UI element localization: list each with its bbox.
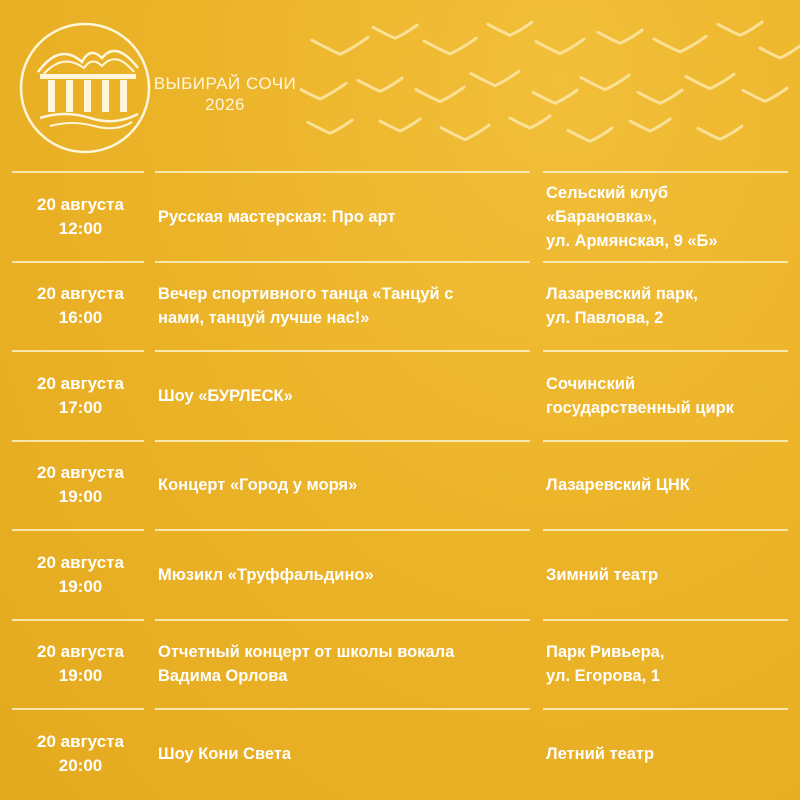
event-place: Летний театр	[546, 744, 655, 763]
event-row	[0, 531, 800, 619]
seagull-icon	[441, 125, 489, 139]
event-row	[0, 263, 800, 351]
event-date: 20 августа	[37, 552, 124, 572]
seagull-icon	[536, 39, 584, 53]
seagull-icon	[300, 83, 346, 99]
event-title-cell	[158, 710, 518, 798]
event-datetime	[18, 352, 143, 440]
event-title: Мюзикл «Труффальдино»	[158, 565, 374, 584]
event-row	[0, 621, 800, 709]
seagull-icon	[424, 38, 476, 54]
seagull-icon	[686, 74, 734, 88]
event-datetime	[18, 263, 143, 351]
event-time: 17:00	[58, 397, 103, 417]
seagull-icon	[358, 78, 402, 91]
event-title: Вечер спортивного танца «Танцуй с нами, танцуй лучше нас!»	[158, 285, 454, 328]
seagull-icon	[510, 116, 550, 128]
event-time: 12:00	[58, 218, 103, 238]
seagull-icon	[638, 90, 682, 103]
event-place-cell	[546, 352, 791, 440]
seagull-icon	[630, 119, 670, 131]
seagull-icon	[581, 75, 629, 89]
event-title-cell	[158, 352, 518, 440]
event-place: Лазаревский ЦНК	[546, 476, 690, 495]
event-place-cell	[546, 173, 791, 261]
event-place-cell	[546, 442, 791, 530]
seagull-icon	[718, 22, 762, 35]
event-time: 19:00	[58, 576, 103, 596]
brand-title	[145, 73, 305, 115]
event-datetime	[18, 621, 143, 709]
event-date: 20 августа	[37, 731, 124, 751]
event-place: Лазаревский парк, ул. Павлова, 2	[546, 285, 698, 328]
event-date: 20 августа	[37, 642, 124, 662]
event-title: Шоу «БУРЛЕСК»	[158, 386, 293, 405]
seagull-icon	[380, 119, 420, 131]
event-place: Сельский клуб «Барановка», ул. Армянская, 9 «Б»	[546, 183, 718, 250]
event-place-cell	[546, 710, 791, 798]
event-title: Концерт «Город у моря»	[158, 476, 358, 495]
seagull-icon	[373, 25, 417, 38]
seagull-icon	[760, 46, 800, 58]
seagull-icon	[312, 37, 368, 54]
event-time: 16:00	[58, 308, 103, 328]
event-title-cell	[158, 173, 518, 261]
event-datetime	[18, 442, 143, 530]
seagull-icon	[654, 36, 706, 52]
event-datetime	[18, 710, 143, 798]
event-datetime	[18, 173, 143, 261]
seagull-icon	[743, 88, 787, 101]
brand-line-1: ВЫБИРАЙ СОЧИ	[153, 74, 297, 93]
seagull-icon	[568, 128, 612, 141]
event-datetime	[18, 531, 143, 619]
seagull-icon	[471, 71, 519, 85]
brand-year: 2026	[205, 95, 245, 114]
event-date: 20 августа	[37, 463, 124, 483]
event-title-cell	[158, 442, 518, 530]
event-title-cell	[158, 621, 518, 709]
event-time: 20:00	[58, 755, 103, 775]
seagull-icon	[598, 30, 642, 43]
event-time: 19:00	[58, 487, 103, 507]
event-place-cell	[546, 531, 791, 619]
event-title: Русская мастерская: Про арт	[158, 207, 396, 226]
event-place: Парк Ривьера, ул. Егорова, 1	[546, 643, 665, 686]
event-row	[0, 352, 800, 440]
event-date: 20 августа	[37, 194, 124, 214]
event-title-cell	[158, 263, 518, 351]
event-date: 20 августа	[37, 284, 124, 304]
event-title-cell	[158, 531, 518, 619]
seagull-icon	[308, 120, 352, 133]
event-place-cell	[546, 263, 791, 351]
event-date: 20 августа	[37, 373, 124, 393]
seagull-icon	[416, 87, 464, 101]
event-time: 19:00	[58, 666, 103, 686]
seagulls-decoration	[300, 10, 800, 155]
event-place: Зимний театр	[546, 565, 659, 584]
event-row	[0, 442, 800, 530]
event-title: Отчетный концерт от школы вокала Вадима Орлова	[158, 643, 455, 686]
event-row	[0, 710, 800, 798]
seagull-icon	[698, 126, 742, 139]
event-place: Сочинский государственный цирк	[546, 374, 734, 417]
seagull-icon	[488, 22, 532, 35]
event-place-cell	[546, 621, 791, 709]
event-title: Шоу Кони Света	[158, 744, 292, 763]
seagull-icon	[533, 90, 577, 103]
event-row	[0, 173, 800, 261]
